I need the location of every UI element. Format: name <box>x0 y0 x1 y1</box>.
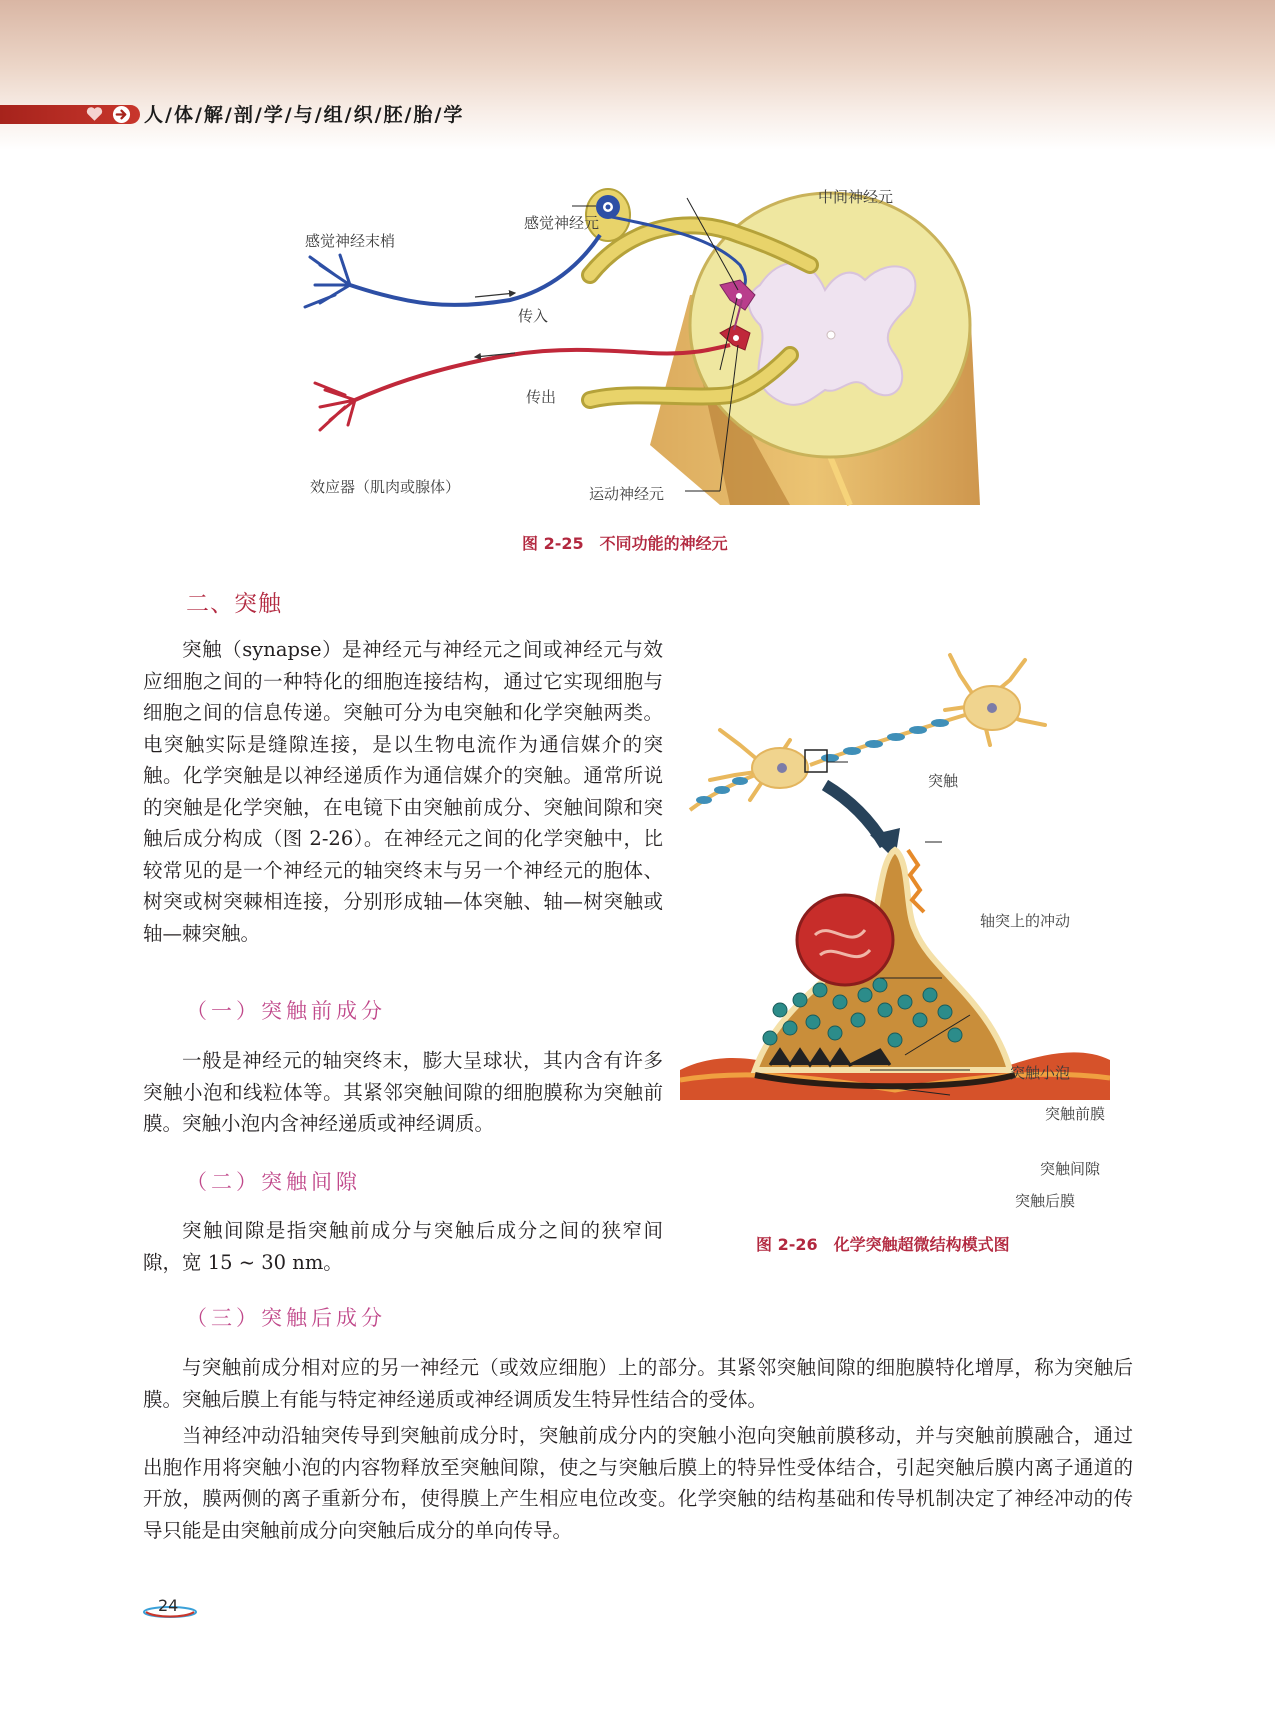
synapse-intro-paragraph: 突触（synapse）是神经元与神经元之间或神经元与效应细胞之间的一种特化的细胞连接结构，通过它实现细胞与细胞之间的信息传递。突触可分为电突触和化学突触两类。电突触实际是缝隙连接，是以生物电流作为通信媒介的突触。化学突触是以神经递质作为通信媒介的突触。通常所说的突触是化学突触，在电镜下由突触前成分、突触间隙和突触后成分构成（图 2-26）。在神经元之间的化学突触中，比较常见的是一个神经元的轴突终末与另一个神经元的胞体、树突或树突棘相连接，分别形成轴—体突触、轴—树突触或轴—棘突触。 <box>143 638 663 945</box>
label-afferent: 传入 <box>518 307 549 325</box>
subsection-2-title: （二）突触间隙 <box>186 1170 361 1194</box>
label-effector: 效应器（肌肉或腺体） <box>310 478 461 496</box>
label-motor-neuron: 运动神经元 <box>589 485 665 503</box>
subsection-2-paragraph: 突触间隙是指突触前成分与突触后成分之间的狭窄间隙，宽 15 ~ 30 nm。 <box>143 1219 663 1274</box>
figure-2-26-illustration <box>680 650 1110 1220</box>
label-interneuron: 中间神经元 <box>818 188 894 206</box>
figure-2-26-caption: 图 2-26 化学突触超微结构模式图 <box>756 1235 1010 1254</box>
subsection-1-title: （一）突触前成分 <box>186 999 386 1023</box>
label-synaptic-cleft: 突触间隙 <box>1040 1160 1101 1178</box>
section-title: 二、突触 <box>186 591 282 617</box>
heart-icon <box>86 106 103 122</box>
label-presynaptic-membrane: 突触前膜 <box>1045 1105 1106 1123</box>
figure-2-25-caption: 图 2-25 不同功能的神经元 <box>522 534 728 553</box>
label-efferent: 传出 <box>526 388 557 406</box>
page-number: 24 <box>158 1596 179 1615</box>
header-background <box>0 0 1275 150</box>
label-sensory-neuron: 感觉神经元 <box>524 214 600 232</box>
label-axon-impulse: 轴突上的冲动 <box>980 912 1071 930</box>
subsection-3-paragraph-1: 与突触前成分相对应的另一神经元（或效应细胞）上的部分。其紧邻突触间隙的细胞膜特化增厚，称为突触后膜。突触后膜上有能与特定神经递质或神经调质发生特异性结合的受体。 <box>143 1356 1133 1411</box>
subsection-3-title: （三）突触后成分 <box>186 1306 386 1330</box>
subsection-1-paragraph: 一般是神经元的轴突终末，膨大呈球状，其内含有许多突触小泡和线粒体等。其紧邻突触间隙的细胞膜称为突触前膜。突触小泡内含神经递质或神经调质。 <box>143 1049 663 1135</box>
label-synapse: 突触 <box>928 772 959 790</box>
subsection-3-paragraph-2: 当神经冲动沿轴突传导到突触前成分时，突触前成分内的突触小泡向突触前膜移动，并与突触前膜融合，通过出胞作用将突触小泡的内容物释放至突触间隙，使之与突触后膜上的特异性受体结合，引起突触后膜内离子通道的开放，膜两侧的离子重新分布，使得膜上产生相应电位改变。化学突触的结构基础和传导机制决定了神经冲动的传导只能是由突触前成分向突触后成分的单向传导。 <box>143 1424 1133 1542</box>
label-postsynaptic-membrane: 突触后膜 <box>1015 1192 1076 1210</box>
label-sensory-ending: 感觉神经末梢 <box>305 232 396 250</box>
book-title: 人/体/解/剖/学/与/组/织/胚/胎/学 <box>144 104 465 126</box>
arrow-circle-icon <box>112 105 131 124</box>
label-synaptic-vesicle: 突触小泡 <box>1010 1064 1071 1082</box>
